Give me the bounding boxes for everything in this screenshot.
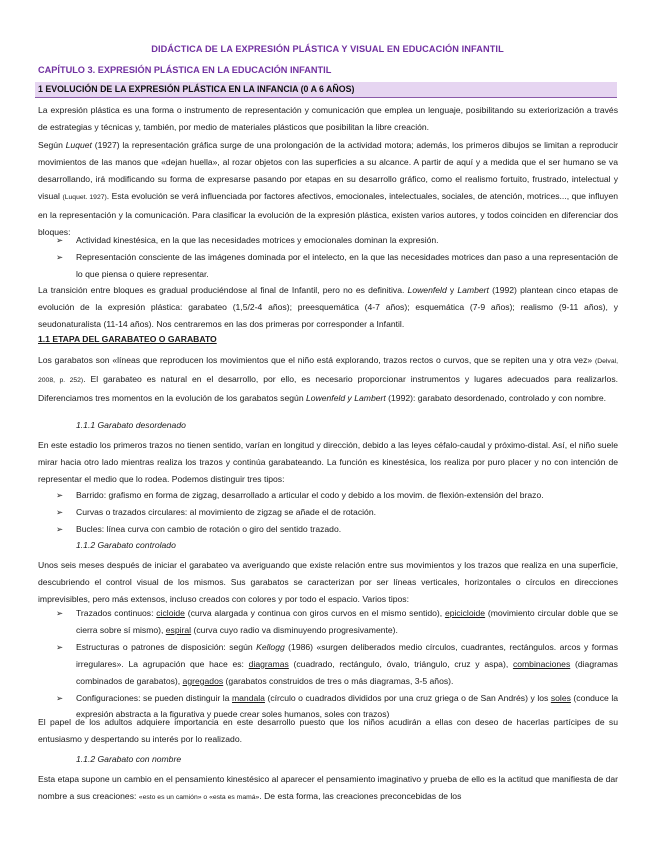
arrow-bullet-icon: ➢	[56, 641, 64, 652]
arrow-bullet-icon: ➢	[56, 235, 64, 245]
list-item: ➢ Trazados continuos: cicloide (curva alargada y continua con giros curvos en el mismo sentido), epicicloide (movimiento circular doble que se cierra sobre sí mismo), espiral (curva cuyo radio va disminuyendo progresivamente).	[56, 605, 618, 639]
paragraph-transition: La transición entre bloques es gradual produciéndose al final de Infantil, pero no es definitiva. Lowenfeld y Lambert (1992) plantean cinco etapas de evolución de la expresión plástica: garabateo (1,5/2-4 años); preesquemática (4-7 años); esquemática (7-9 años); realismo (9-11 años), y seudonaturalista (11-14 años). Nos centraremos en las dos primeras por corresponder a Infantil.	[38, 285, 618, 329]
bullet-list-controlado	[56, 605, 618, 723]
arrow-bullet-icon: ➢	[56, 692, 64, 703]
citation: (Delval, 2008, p. 252)	[38, 358, 618, 384]
list-item: ➢ Configuraciones: se pueden distinguir la mandala (círculo o cuadrados divididos por una cruz griega o de San Andrés) y los soles (conduce la expresión abstracta a la figurativa y puede crear soles humanos, soles con trazos)	[56, 690, 618, 724]
arrow-bullet-icon: ➢	[56, 251, 64, 262]
section-heading: 1 EVOLUCIÓN DE LA EXPRESIÓN PLÁSTICA EN LA INFANCIA (0 A 6 AÑOS)	[38, 84, 355, 94]
arrow-bullet-icon: ➢	[56, 506, 64, 517]
author-luquet: Luquet	[65, 140, 92, 150]
section-heading-bar	[35, 82, 617, 98]
list-item: ➢ Bucles: línea curva con cambio de rotación o giro del sentido trazado.	[56, 521, 618, 538]
paragraph-controlado: Unos seis meses después de iniciar el garabateo va averiguando que existe relación entre sus movimientos y los trazos que realiza en una superficie, descubriendo el control visual de los mismos. Sus garabatos se caracterizan por ser líneas verticales, horizontales o círculos en direcciones imprevisibles, pero más extensos, incluso creados con colores y por todo el espacio. Varios tipos:	[38, 560, 618, 604]
arrow-bullet-icon: ➢	[56, 490, 64, 500]
paragraph-desordenado: En este estadio los primeros trazos no tienen sentido, varían en longitud y dirección, debido a las leyes céfalo-caudal y próximo-distal. Así, el niño suele mirar hacia otro lado mientras realiza los trazos y continúa garabateando. La función es kinestésica, los realiza por puro placer y no con intención de representar el medio que lo rodea. Podemos distinguir tres tipos:	[38, 440, 618, 484]
paragraph-adultos: El papel de los adultos adquiere importancia en este desarrollo puesto que los niños acudirán a ellas con deseo de hacerlas partícipes de su entusiasmo y despertando su interés por lo realizado.	[38, 717, 618, 744]
chapter-title: CAPÍTULO 3. EXPRESIÓN PLÁSTICA EN LA EDUCACIÓN INFANTIL	[38, 65, 332, 75]
quote: «esto es un camión» o «esta es mamá»	[138, 793, 260, 801]
list-item: ➢ Actividad kinestésica, en la que las necesidades motrices y emocionales dominan la expresión.	[56, 232, 618, 249]
list-item: ➢ Barrido: grafismo en forma de zigzag, desarrollado a articular el codo y debido a los movim. de flexión-extensión del brazo.	[56, 487, 618, 504]
subsection-heading: 1.1 ETAPA DEL GARABATEO O GARABATO	[38, 334, 217, 344]
list-item: ➢ Estructuras o patrones de disposición: según Kellogg (1986) «surgen deliberados medio círculos, cuadrantes, rectángulos. arcos y formas irregulares». La agrupación que hace es: diagramas (cuadrado, rectángulo, óvalo, triángulo, cruz y aspa), combinaciones (diagramas combinados de garabatos), agregados (garabatos construidos de tres o más diagramas, 3-5 años).	[56, 639, 618, 690]
paragraph-luquet: Según Luquet (1927) la representación gráfica surge de una prolongación de la actividad motora; además, los primeros dibujos se limitan a reproducir movimientos de las manos que «dejan huella», al rozar objetos con las superficies a su alcance. A partir de aquí y a medida que el ser humano se va desarrollando, irá modificando su forma de expresarse pasando por etapas en su desarrollo gráfico, como el realismo fortuito, frustrado, intelectual y visual (Luquet. 1927). Esta evolución se verá influenciada por factores afectivos, emocionales, intelectuales, sociales, de atención, motrices..., que influyen en la representación y la comunicación. Para clasificar la evolución de la expresión plástica, existen varios autores, y todos coinciden en diferenciar dos bloques:	[38, 140, 619, 237]
paragraph-garabatos: Los garabatos son «líneas que reproducen los movimientos que el niño está explorando, trazos rectos o curvos, que se repiten una y otra vez» (Delval, 2008, p. 252). El garabateo es natural en el desarrollo, por ello, es necesario proporcionar instrumentos y lugares adecuados para realizarlos. Diferenciamos tres momentos en la evolución de los garabatos según Lowenfeld y Lambert (1992): garabato desordenado, controlado y con nombre.	[38, 355, 618, 403]
paragraph-intro: La expresión plástica es una forma o instrumento de representación y comunicación que emplea un lenguaje, posibilitando su exteriorización a través de estrategias y técnicas y, también, por medio de materiales plásticos que posibilitan la libre creación.	[38, 105, 618, 132]
document-header-title: DIDÁCTICA DE LA EXPRESIÓN PLÁSTICA Y VISUAL EN EDUCACIÓN INFANTIL	[151, 44, 504, 54]
arrow-bullet-icon: ➢	[56, 523, 64, 534]
paragraph-con-nombre: Esta etapa supone un cambio en el pensamiento kinestésico al aparecer el pensamiento imaginativo y prueba de ello es la actitud que manifiesta de dar nombre a sus creaciones: «esto es un camión» o «esta es mamá». De esta forma, las creaciones preconcebidas de los	[38, 774, 618, 801]
list-item: ➢ Representación consciente de las imágenes dominada por el intelecto, en la que las necesidades motrices dan paso a una representación de lo que piensa o quiere representar.	[56, 249, 618, 283]
citation: (Luquet. 1927)	[62, 193, 107, 201]
arrow-bullet-icon: ➢	[56, 608, 64, 618]
bullet-list-blocks	[56, 232, 618, 283]
subsubsection-heading: 1.1.2 Garabato controlado	[76, 540, 176, 550]
subsubsection-heading: 1.1.1 Garabato desordenado	[76, 420, 186, 430]
bullet-list-tipos	[56, 487, 618, 538]
list-item: ➢ Curvas o trazados circulares: al movimiento de zigzag se añade el de rotación.	[56, 504, 618, 521]
subsubsection-heading: 1.1.2 Garabato con nombre	[76, 754, 182, 764]
